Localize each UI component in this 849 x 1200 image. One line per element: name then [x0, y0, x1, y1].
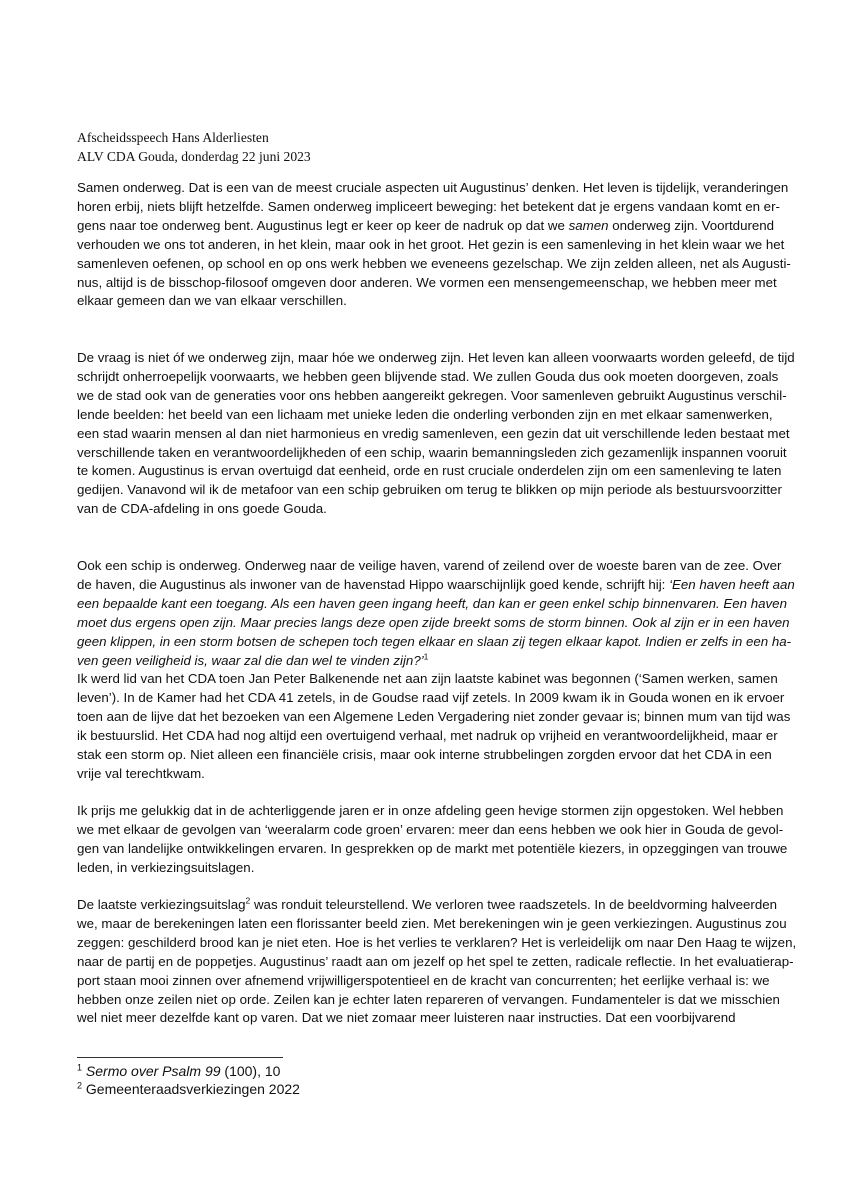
paragraph-line: Samen onderweg. Dat is een van de meest cruciale aspecten uit Augustinus’ denken. Het leven is tijdelijk, veranderingen	[77, 180, 789, 195]
footnote: $^2$ Gemeenteraadsverkiezingen 2022	[77, 1080, 300, 1097]
paragraph	[77, 670, 791, 783]
paragraph-line: gens naar toe onderweg bent. Augustinus legt er keer op keer de nadruk op dat we samen onderweg zijn. Voortdurend	[77, 217, 775, 233]
paragraph-line: port staan mooi zinnen over afnemend vrijwilligerspotentieel en de kracht van concurrenten; het eerlijke verhaal is: we	[77, 972, 770, 988]
paragraph-line: van de CDA-afdeling in ons goede Gouda.	[77, 501, 327, 517]
paragraph-line: wel niet meer dezelfde kant op varen. Dat we niet zomaar meer luisteren naar instructies. Dat een voorbijvarend	[77, 1010, 736, 1026]
paragraph	[77, 802, 788, 878]
paragraph-line: leden, in verkiezingsuitslagen.	[77, 859, 255, 875]
paragraph-line: geen klippen, in een storm botsen de schepen toch tegen elkaar en slaan zij tegen elkaar kapot. Indien er zelfs in een ha-	[77, 633, 792, 649]
paragraph	[77, 895, 797, 1028]
paragraph-line: ven geen veiligheid is, waar zal die dan wel te vinden zijn?’$^1$	[77, 651, 429, 668]
paragraph	[77, 557, 795, 670]
footnote: $^1$ Sermo over Psalm 99 (100), 10	[77, 1062, 281, 1079]
paragraph-line: leven’). In de Kamer had het CDA 41 zetels, in de Goudse raad vijf zetels. In 2009 kwam ik in Gouda wonen en ik ervoer	[77, 689, 785, 705]
paragraph-line: verhouden we ons tot anderen, in het klein, maar ook in het groot. Het gezin is een samenleving in het klein waar we het	[77, 236, 785, 252]
paragraph-line: toen aan de lijve dat het bezoeken van een Algemene Leden Vergadering niet zonder gevaar is; binnen mum van tijd was	[77, 708, 791, 724]
paragraph-line: Ook een schip is onderweg. Onderweg naar de veilige haven, varend of zeilend over de woeste baren van de zee. Over	[77, 558, 782, 573]
paragraph-line: ik bestuurslid. Het CDA had nog altijd een overtuigend verhaal, met nadruk op vrijheid en verantwoordelijkheid, maar er	[77, 727, 778, 743]
paragraph-line: horen erbij, niets blijft hetzelfde. Samen onderweg impliceert beweging: het betekent dat je ergens vandaan komt en er-	[77, 198, 780, 214]
paragraph-line: we, maar de berekeningen laten een florissanter beeld zien. Met berekeningen win je geen verkiezingen. Augustinus zou	[77, 915, 787, 931]
footnotes	[77, 1062, 577, 1098]
paragraph-line: een stad waarin mensen al dan niet harmonieus en vredig samenleven, een gezin dat uit verschillende leden bestaat met	[77, 425, 790, 441]
paragraph-line: schrijdt onherroepelijk voorwaarts, we hebben geen blijvende stad. We zullen Gouda dus ook moeten doorgeven, zoals	[77, 368, 779, 384]
paragraph-line: De vraag is niet óf we onderweg zijn, maar hóe we onderweg zijn. Het leven kan alleen voorwaarts worden geleefd, de tijd	[77, 350, 795, 365]
paragraph-line: stak een storm op. Niet alleen een financiële crisis, maar ook interne strubbelingen zorgden ervoor dat het CDA in een	[77, 746, 772, 762]
paragraph-line: nus, altijd is de bisschop-filosoof omgeven door anderen. We vormen een mensengemeenschap, we hebben meer met	[77, 274, 777, 290]
paragraph-line: De laatste verkiezingsuitslag$^2$ was ronduit teleurstellend. We verloren twee raadszetels. In de beeldvorming halveerden	[77, 895, 778, 912]
paragraph-line: zeggen: geschilderd brood kan je niet eten. Hoe is het verlies te verklaren? Het is verleidelijk om naar Den Haag te wijzen,	[77, 934, 797, 950]
paragraph-line: we met elkaar de gevolgen van ‘weeralarm code groen’ ervaren: meer dan eens hebben we ook hier in Gouda de gevol-	[77, 821, 784, 837]
paragraph-line: vrije val terechtkwam.	[77, 765, 205, 781]
paragraph	[77, 349, 795, 519]
paragraph-line: moet dus ergens open zijn. Maar precies langs deze open zijde breekt soms de storm binnen. Ook al zijn er in een haven	[77, 614, 790, 630]
paragraph-line: hebben onze zeilen niet op orde. Zeilen kan je echter laten repareren of vervangen. Fundamenteler is dat we misschien	[77, 991, 780, 1007]
footnote-separator	[77, 1057, 283, 1058]
paragraph-line: te komen. Augustinus is ervan overtuigd dat eenheid, orde en rust cruciale onderdelen zijn om een samenleving te laten	[77, 463, 782, 479]
footnote-number: 1	[77, 1062, 83, 1073]
paragraph-line: naar de partij en de poppetjes. Augustinus’ raadt aan om jezelf op het spel te zetten, radicale reflectie. In het evaluatierap-	[77, 953, 794, 969]
paragraph-line: elkaar gemeen dan we van elkaar verschillen.	[77, 293, 347, 309]
footnote-number: 2	[77, 1080, 83, 1091]
document-title: Afscheidsspeech Hans Alderliesten	[77, 130, 269, 145]
paragraph-line: Ik werd lid van het CDA toen Jan Peter Balkenende net aan zijn laatste kabinet was begonnen (‘Samen werken, samen	[77, 671, 778, 686]
document-subtitle: ALV CDA Gouda, donderdag 22 juni 2023	[77, 149, 311, 164]
paragraph	[77, 179, 791, 311]
paragraph-line: gen van landelijke ontwikkelingen ervaren. In gesprekken op de markt met potentiële kiezers, in opzeggingen van trouwe	[77, 840, 788, 856]
paragraph-line: lende beelden: het beeld van een lichaam met unieke leden die onderling verbonden zijn en met elkaar samenwerken,	[77, 406, 773, 422]
paragraph-line: we de stad ook van de generaties voor ons hebben aangereikt gekregen. Voor samenleven gebruikt Augustinus verschil-	[77, 387, 787, 403]
paragraph-line: gedijen. Vanavond wil ik de metafoor van een schip gebruiken om terug te blikken op mijn periode als bestuursvoorzitter	[77, 482, 782, 498]
paragraph-line: verschillende taken en verantwoordelijkheden of een schip, waarin bemanningsleden zich gezamenlijk inspannen vooruit	[77, 444, 787, 460]
paragraph-line: een bepaalde kant een toegang. Als een haven geen ingang heeft, dan kan er geen enkel schip binnenvaren. Een haven	[77, 595, 787, 611]
paragraph-line: de haven, die Augustinus als inwoner van de havenstad Hippo waarschijnlijk goed kende, schrijft hij: ‘Een haven heeft aan	[77, 576, 795, 592]
paragraph-line: Ik prijs me gelukkig dat in de achterliggende jaren er in onze afdeling geen hevige stormen zijn opgestoken. Wel hebben	[77, 803, 784, 818]
document-header	[77, 128, 777, 166]
paragraph-line: samenleven oefenen, op school en op ons werk hebben we eveneens gezelschap. We zijn zelden alleen, net als Augusti-	[77, 255, 791, 271]
